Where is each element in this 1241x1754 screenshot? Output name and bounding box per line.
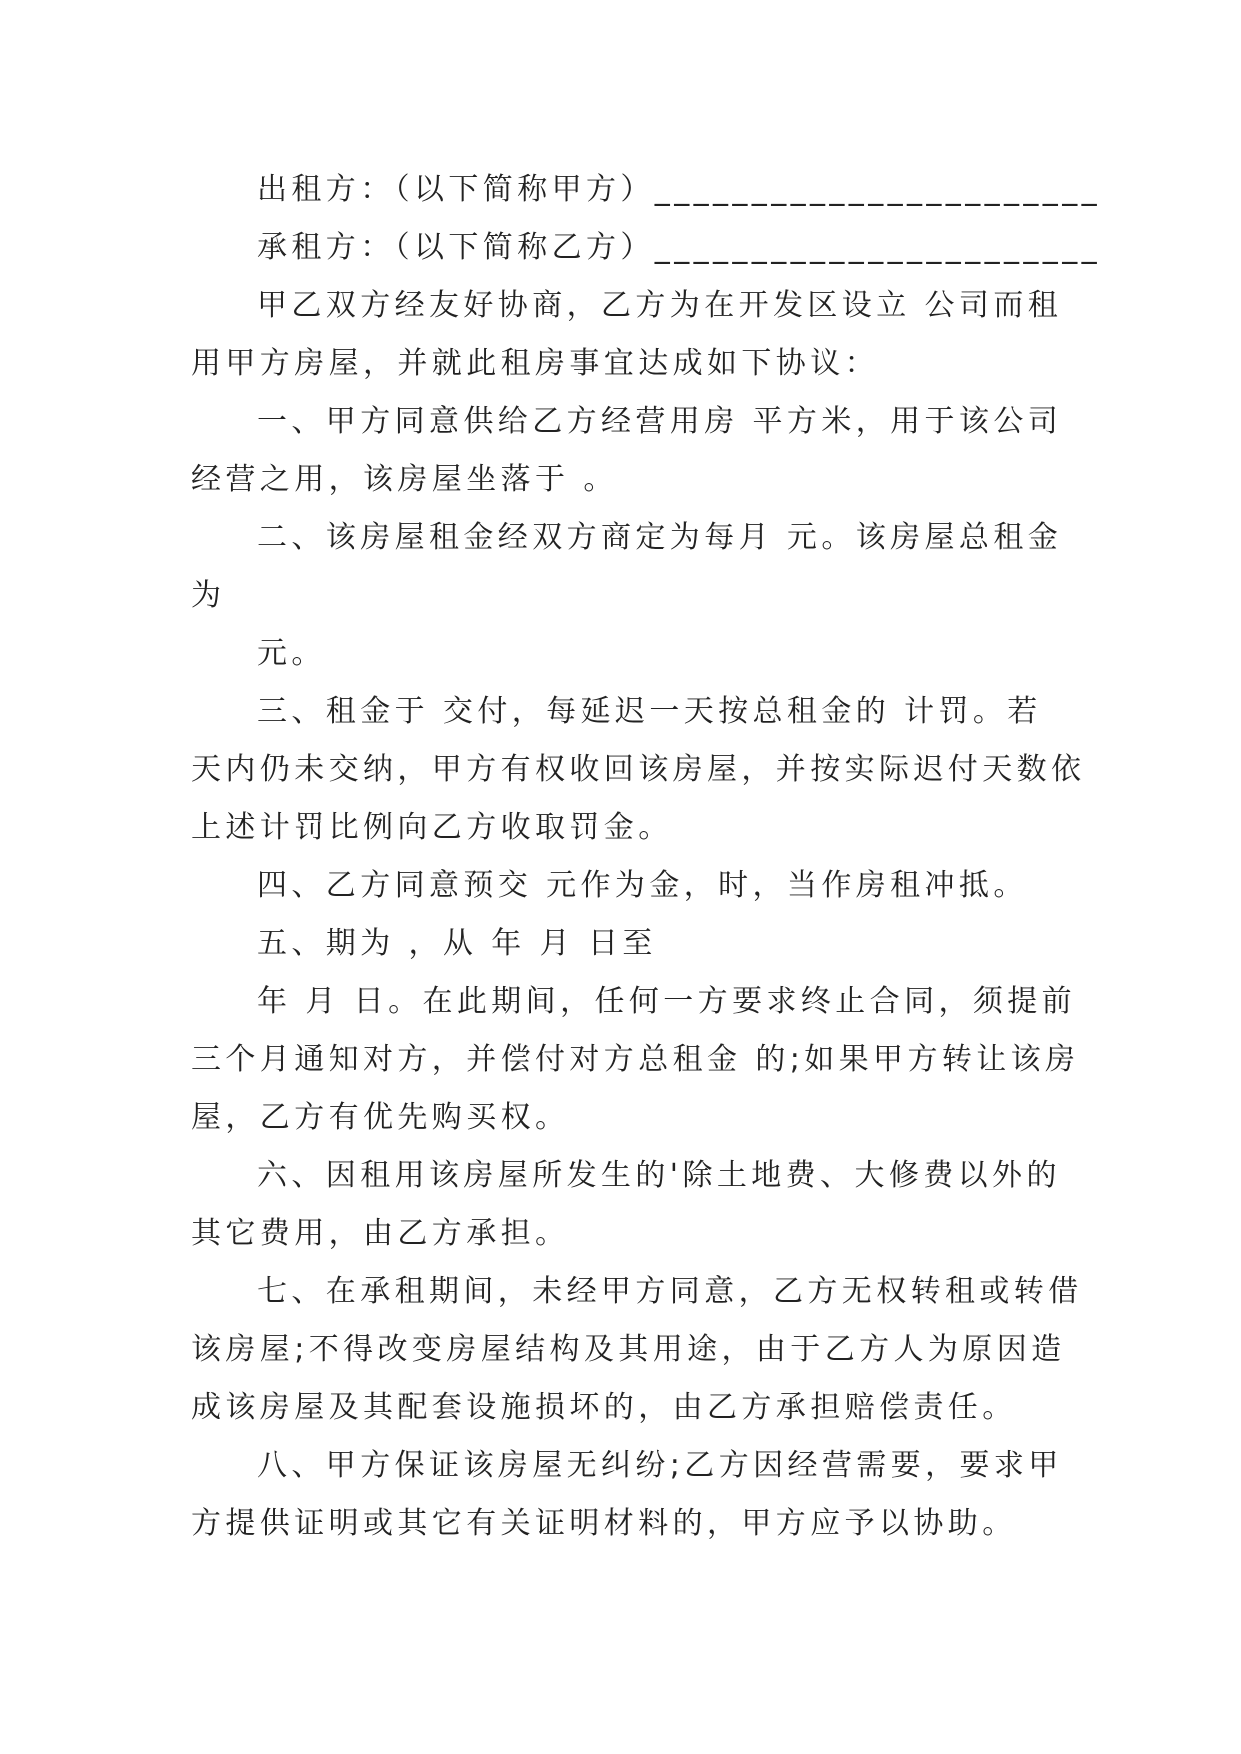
text-line-clause-5: 五、期为 ，从 年 月 日至 xyxy=(257,926,657,961)
text-line: 天内仍未交纳，甲方有权收回该房屋，并按实际迟付天数依 xyxy=(191,752,1086,787)
text-line: 甲乙双方经友好协商，乙方为在开发区设立 公司而租 xyxy=(257,288,1063,323)
text-line-clause-7: 七、在承租期间，未经甲方同意，乙方无权转租或转借 xyxy=(257,1274,1083,1309)
text-line: 成该房屋及其配套设施损坏的，由乙方承担赔偿责任。 xyxy=(191,1390,1017,1425)
text-line: 该房屋;不得改变房屋结构及其用途，由于乙方人为原因造 xyxy=(191,1332,1066,1367)
text-line: 其它费用，由乙方承担。 xyxy=(191,1216,570,1251)
text-line: 上述计罚比例向乙方收取罚金。 xyxy=(191,810,673,845)
text-line-tenant: 承租方：（以下简称乙方）_______________________ xyxy=(257,230,1101,265)
text-line-landlord: 出租方：（以下简称甲方）_______________________ xyxy=(257,172,1101,207)
text-line: 方提供证明或其它有关证明材料的，甲方应予以协助。 xyxy=(191,1506,1017,1541)
text-line-clause-4: 四、乙方同意预交 元作为金，时，当作房租冲抵。 xyxy=(257,868,1028,903)
text-line-clause-2: 二、该房屋租金经双方商定为每月 元。该房屋总租金 xyxy=(257,520,1063,555)
text-line-clause-1: 一、甲方同意供给乙方经营用房 平方米，用于该公司 xyxy=(257,404,1063,439)
text-line: 元。 xyxy=(257,636,326,671)
text-line-clause-6: 六、因租用该房屋所发生的'除土地费、大修费以外的 xyxy=(257,1158,1061,1193)
text-line-clause-8: 八、甲方保证该房屋无纠纷;乙方因经营需要，要求甲 xyxy=(257,1448,1063,1483)
text-line: 三个月通知对方，并偿付对方总租金 的;如果甲方转让该房 xyxy=(191,1042,1080,1077)
text-line: 用甲方房屋，并就此租房事宜达成如下协议： xyxy=(191,346,879,381)
text-line: 年 月 日。在此期间，任何一方要求终止合同，须提前 xyxy=(257,984,1077,1019)
text-line: 屋，乙方有优先购买权。 xyxy=(191,1100,570,1135)
text-line: 经营之用，该房屋坐落于 。 xyxy=(191,462,618,497)
document-body xyxy=(191,161,1101,1553)
text-line: 为 xyxy=(191,578,226,613)
text-line-clause-3: 三、租金于 交付，每延迟一天按总租金的 计罚。若 xyxy=(257,694,1042,729)
